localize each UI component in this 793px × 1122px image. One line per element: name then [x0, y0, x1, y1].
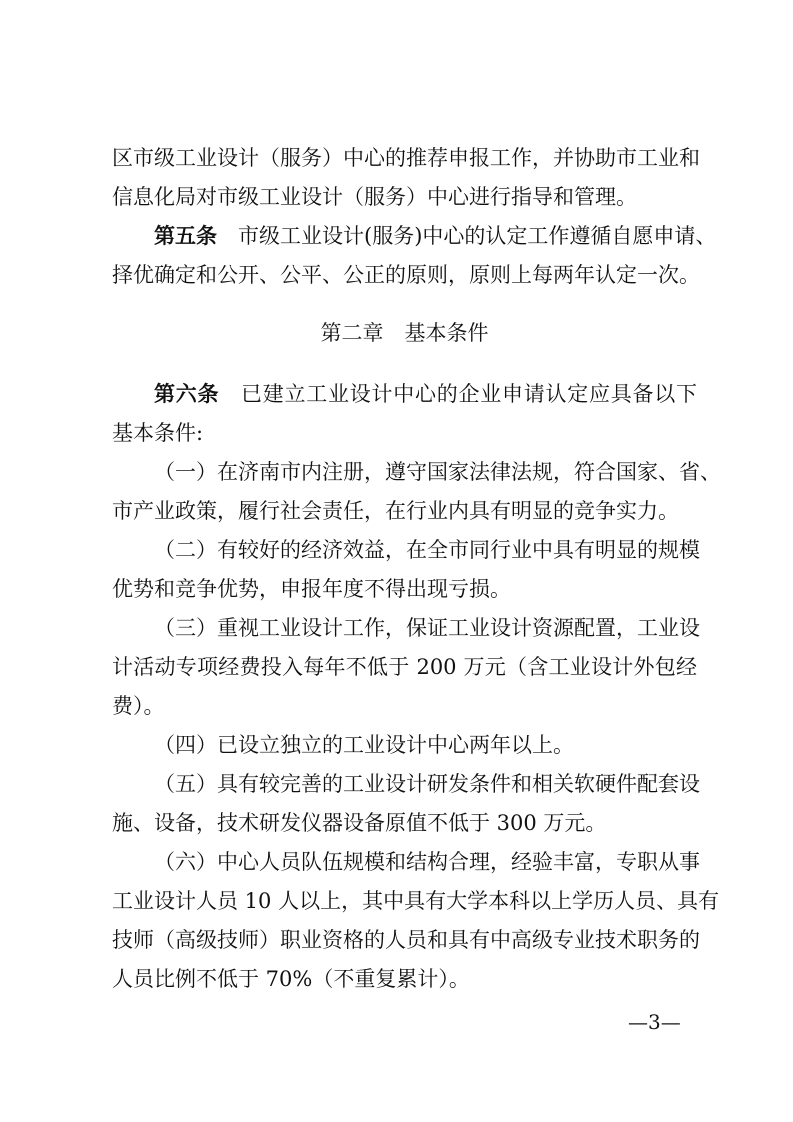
item-line: （五）具有较完善的工业设计研发条件和相关软硬件配套设	[154, 772, 700, 796]
page-content	[112, 139, 721, 999]
article-text: 已建立工业设计中心的企业申请认定应具备以下	[240, 382, 697, 406]
paragraph-line: 信息化局对市级工业设计（服务）中心进行指导和管理。	[112, 185, 637, 209]
item-line: （一）在济南市内注册，遵守国家法律法规，符合国家、省、	[154, 460, 721, 484]
article-6-line	[112, 375, 697, 414]
item-line: 优势和竞争优势，申报年度不得出现亏损。	[112, 577, 511, 601]
chapter-heading	[112, 314, 697, 353]
item-line: （三）重视工业设计工作，保证工业设计资源配置，工业设	[154, 616, 700, 640]
item-line: （二）有较好的经济效益，在全市同行业中具有明显的规模	[154, 538, 700, 562]
item-line: 费）。	[112, 694, 165, 718]
item-line: 技师（高级技师）职业资格的人员和具有中高级专业技术职务的	[112, 928, 700, 952]
item-line: 工业设计人员 10 人以上，其中具有大学本科以上学历人员、具有	[112, 889, 720, 913]
item-line: 市产业政策，履行社会责任，在行业内具有明显的竞争实力。	[112, 499, 679, 523]
article-5-line	[112, 217, 717, 256]
article-number: 第五条	[154, 224, 217, 248]
paragraph-line: 区市级工业设计（服务）中心的推荐申报工作，并协助市工业和	[112, 146, 700, 170]
page-number: —3—	[628, 1010, 681, 1034]
item-line: （六）中心人员队伍规模和结构合理，经验丰富，专职从事	[154, 850, 700, 874]
chapter-title: 基本条件	[404, 321, 489, 345]
paragraph-line: 择优确定和公开、公平、公正的原则，原则上每两年认定一次。	[112, 263, 700, 287]
article-number: 第六条	[154, 382, 220, 406]
item-line: （四）已设立独立的工业设计中心两年以上。	[154, 733, 574, 757]
item-line: 计活动专项经费投入每年不低于 200 万元（含工业设计外包经	[112, 655, 697, 679]
item-line: 施、设备，技术研发仪器设备原值不低于 300 万元。	[112, 811, 607, 835]
paragraph-line: 基本条件:	[112, 421, 204, 445]
item-line: 人员比例不低于 70%（不重复累计）。	[112, 967, 470, 991]
chapter-number: 第二章	[320, 321, 384, 345]
article-text: 市级工业设计(服务)中心的认定工作遵循自愿申请、	[238, 224, 717, 248]
